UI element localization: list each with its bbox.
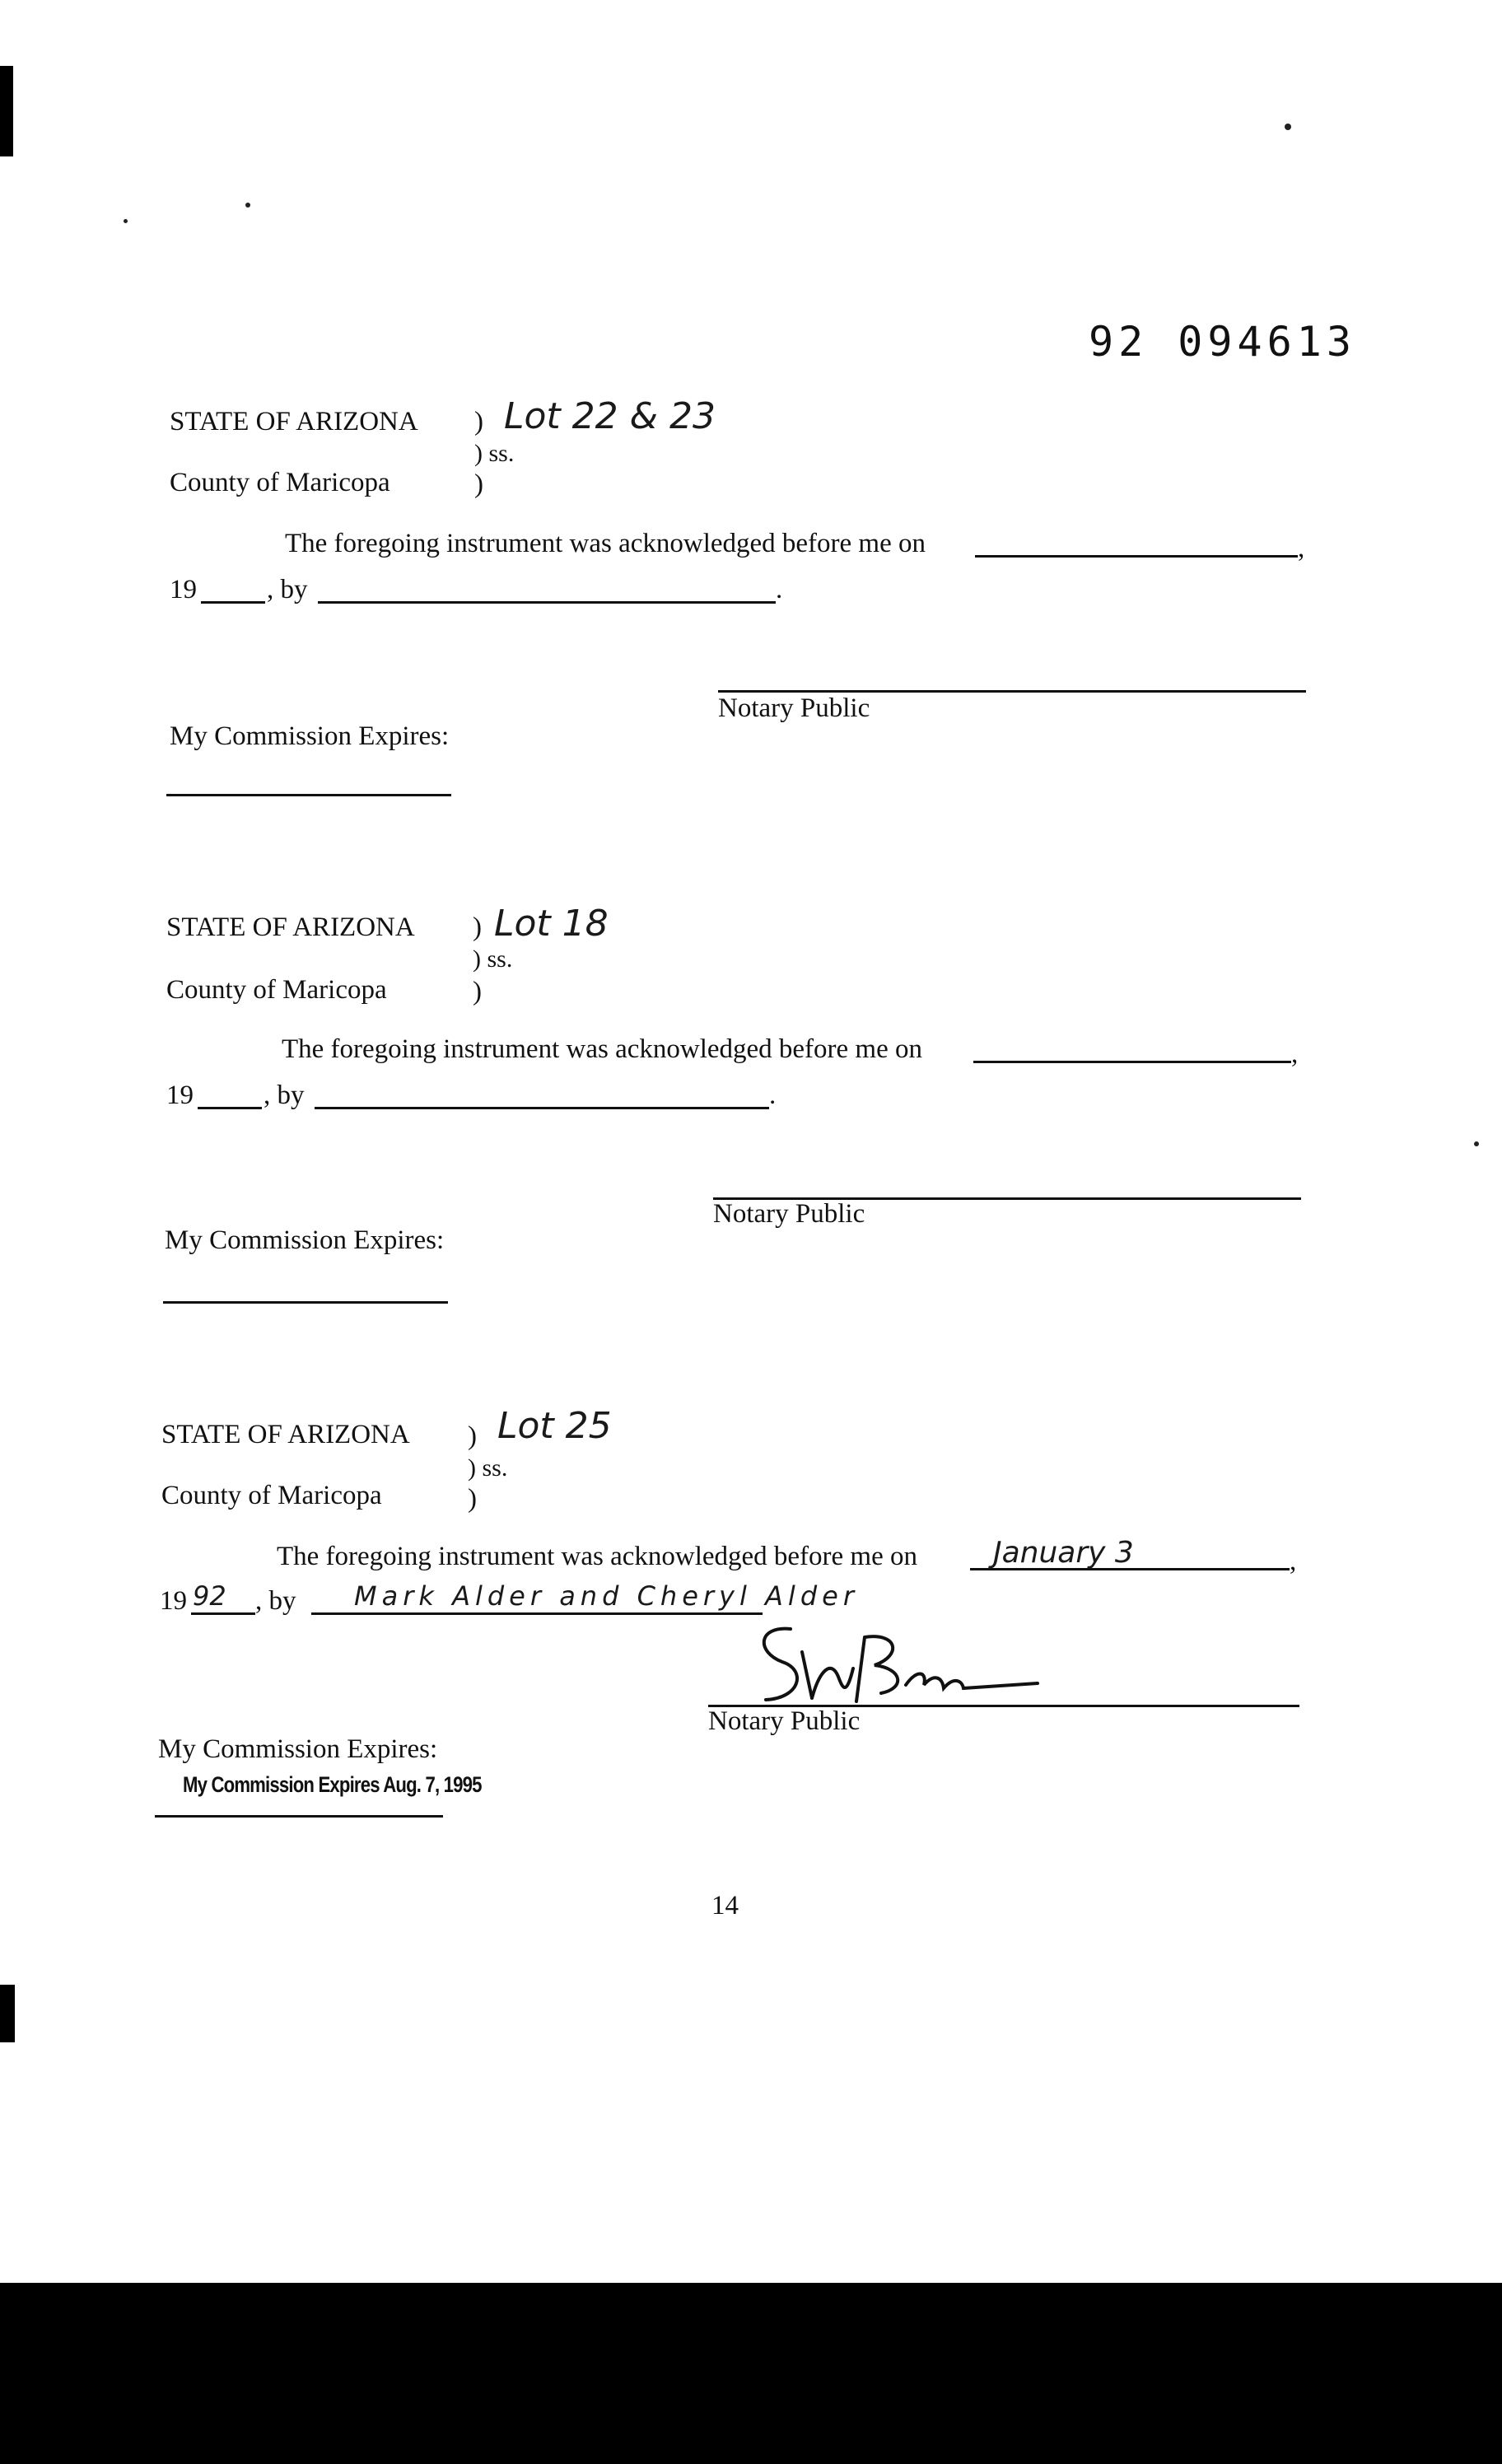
state-label: STATE OF ARIZONA (161, 1420, 410, 1449)
year-suffix-handwritten: 92 (193, 1580, 226, 1612)
ss-label: ) ss. (468, 1454, 508, 1482)
by-blank (315, 1082, 769, 1109)
county-label: County of Maricopa (161, 1481, 382, 1510)
notary-signature-line (708, 1680, 1299, 1707)
scan-speck (1285, 124, 1291, 130)
acknowledged-text: The foregoing instrument was acknowledged before me on (282, 1034, 922, 1064)
by-blank (318, 576, 776, 604)
paren: ) (474, 469, 483, 499)
year-prefix: 19 (160, 1586, 187, 1616)
ss-label: ) ss. (473, 945, 513, 973)
year-blank (198, 1082, 262, 1109)
scan-bottom-band (0, 2283, 1502, 2464)
year-prefix: 19 (170, 575, 197, 604)
page-number: 14 (711, 1891, 739, 1920)
by-label: , by (267, 575, 308, 604)
by-label: , by (264, 1080, 305, 1110)
date-blank (973, 1036, 1291, 1063)
paren: ) (473, 912, 482, 942)
scan-speck (245, 203, 250, 208)
lot-note-handwritten: Lot 25 (497, 1405, 612, 1447)
notary-label: Notary Public (708, 1706, 861, 1736)
ss-label: ) ss. (474, 440, 515, 467)
paren: ) (468, 1484, 477, 1514)
commission-label: My Commission Expires: (170, 721, 450, 751)
period: . (769, 1080, 777, 1110)
scan-speck (1474, 1141, 1479, 1146)
scan-edge-mark (0, 1985, 15, 2042)
comma: , (1298, 534, 1305, 563)
comma: , (1290, 1547, 1297, 1576)
period: . (776, 575, 783, 604)
scan-speck (124, 219, 128, 223)
notary-signature-line (718, 665, 1306, 693)
county-label: County of Maricopa (166, 975, 387, 1005)
notary-label: Notary Public (713, 1199, 865, 1229)
acknowledged-date-handwritten: January 3 (993, 1536, 1134, 1570)
paren: ) (468, 1421, 477, 1451)
lot-note-handwritten: Lot 22 & 23 (504, 395, 716, 437)
commission-label: My Commission Expires: (165, 1225, 445, 1255)
date-blank (975, 530, 1298, 558)
comma: , (1291, 1039, 1299, 1069)
state-label: STATE OF ARIZONA (166, 912, 415, 942)
by-label: , by (255, 1586, 296, 1616)
paren: ) (474, 407, 483, 436)
commission-blank (163, 1276, 448, 1304)
notary-label: Notary Public (718, 693, 870, 723)
commission-expires-stamp: My Commission Expires Aug. 7, 1995 (183, 1772, 482, 1797)
lot-note-handwritten: Lot 18 (494, 903, 609, 945)
by-names-handwritten: Mark Alder and Cheryl Alder (354, 1580, 859, 1612)
commission-label: My Commission Expires: (158, 1734, 438, 1764)
commission-blank (166, 769, 451, 796)
county-label: County of Maricopa (170, 468, 390, 497)
state-label: STATE OF ARIZONA (170, 407, 418, 436)
scan-edge-mark (0, 66, 13, 156)
acknowledged-text: The foregoing instrument was acknowledged before me on (277, 1542, 917, 1571)
notary-signature-line (713, 1173, 1301, 1200)
document-number: 92 094613 (1089, 318, 1356, 366)
year-blank (201, 576, 265, 604)
acknowledged-text: The foregoing instrument was acknowledged before me on (285, 529, 926, 558)
paren: ) (473, 977, 482, 1006)
year-prefix: 19 (166, 1080, 194, 1110)
commission-blank (155, 1792, 443, 1818)
